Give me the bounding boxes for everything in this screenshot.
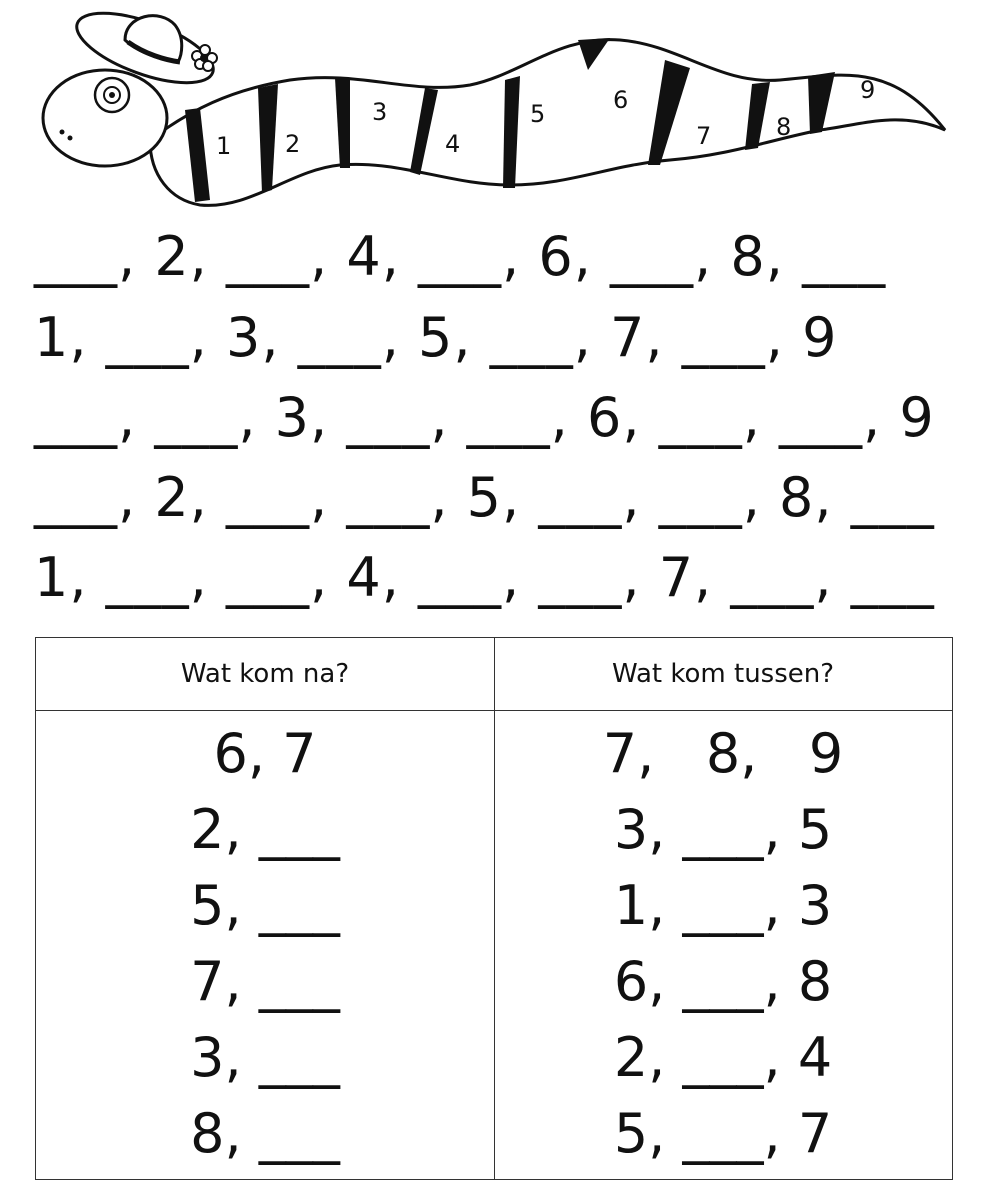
- sequence-row: [34, 463, 935, 533]
- right-cell: 5, ___, 7: [613, 1102, 833, 1165]
- left-cell: 3, ___: [190, 1026, 340, 1089]
- left-column-header: Wat kom na?: [180, 659, 350, 689]
- snake-number: 3: [372, 98, 388, 126]
- sequence-row: [34, 383, 935, 453]
- snake-number: 6: [613, 86, 629, 114]
- sequence-row: [34, 543, 935, 613]
- left-cell: 7, ___: [190, 950, 340, 1013]
- left-cell: 5, ___: [190, 874, 340, 937]
- snake-illustration: [0, 0, 983, 225]
- snake-number: 1: [216, 132, 232, 160]
- exercise-table: [35, 637, 953, 1180]
- snake-number: 2: [285, 130, 301, 158]
- snake-number: 8: [776, 113, 792, 141]
- header-divider: [36, 710, 952, 711]
- left-cell: 6, 7: [213, 722, 317, 785]
- sequence-row: [34, 222, 886, 292]
- right-cell: 1, ___, 3: [613, 874, 833, 937]
- snake-number: 7: [696, 122, 712, 150]
- right-column-header: Wat kom tussen?: [611, 659, 835, 689]
- snake-number: 9: [860, 76, 876, 104]
- snake-nostril: [68, 136, 73, 141]
- snake-nostril: [60, 130, 65, 135]
- sequence-text: ___, ___, 3, ___, ___, 6, ___, ___, 9: [34, 386, 935, 449]
- left-cell: 2, ___: [190, 798, 340, 861]
- snake-number: 5: [530, 100, 546, 128]
- right-cell: 6, ___, 8: [613, 950, 833, 1013]
- snake-number: 4: [445, 130, 461, 158]
- sequence-text: 1, ___, ___, 4, ___, ___, 7, ___, ___: [34, 546, 935, 609]
- left-cell: 8, ___: [190, 1102, 340, 1165]
- sequence-text: 1, ___, 3, ___, 5, ___, 7, ___, 9: [34, 306, 838, 369]
- sequence-text: ___, 2, ___, ___, 5, ___, ___, 8, ___: [34, 466, 935, 529]
- right-cell: 7, 8, 9: [602, 722, 844, 785]
- sequence-row: [34, 303, 837, 373]
- right-cell: 2, ___, 4: [613, 1026, 833, 1089]
- sequence-text: ___, 2, ___, 4, ___, 6, ___, 8, ___: [34, 225, 887, 288]
- right-cell: 3, ___, 5: [613, 798, 833, 861]
